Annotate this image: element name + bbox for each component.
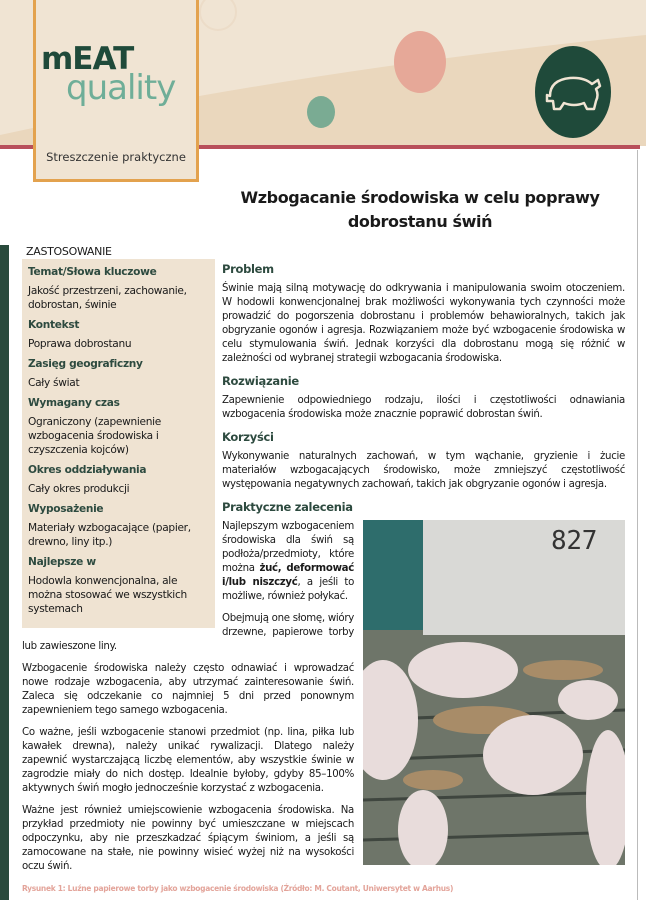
- section-text: Zapewnienie odpowiedniego rodzaju, ilości i częstotliwości odnawiania wzbogacenia środowiska może znacznie poprawić dobrostan świń.: [222, 395, 625, 420]
- content-flow: [22, 259, 625, 894]
- green-circle: [307, 96, 335, 128]
- page-border: [637, 150, 638, 900]
- sidebar-value: Materiały wzbogacające (papier, drewno, liny itp.): [28, 522, 191, 548]
- sidebar-label: Wymagany czas: [28, 397, 120, 409]
- emphasis: żuć, deformować i/lub niszczyć: [222, 563, 354, 588]
- title-line: Wzbogacanie środowiska w celu poprawy: [240, 188, 600, 207]
- title-line: dobrostanu świń: [347, 212, 493, 231]
- section-heading-benefits: Korzyści: [222, 430, 274, 444]
- left-accent-bar: [0, 245, 9, 900]
- application-sidebar: [22, 259, 215, 628]
- logo-meat: mEAT: [41, 41, 134, 77]
- section-heading-solution: Rozwiązanie: [222, 374, 299, 388]
- pigs-photo: [363, 520, 625, 865]
- paragraph: Wzbogacenie środowiska należy często odnawiać i wprowadzać nowe rodzaje wzbogacenia, aby utrzymać zainteresowanie świń. Zaleca się odczekanie co najmniej 5 dni przed ponownym zapewnieniem tego samego wzbogacenia.: [22, 663, 354, 716]
- sidebar-value: Poprawa dobrostanu: [28, 338, 132, 350]
- sidebar-label: Najlepsze w: [28, 556, 96, 568]
- sidebar-label: Kontekst: [28, 319, 80, 331]
- sidebar-label: Temat/Słowa kluczowe: [28, 266, 157, 278]
- sidebar-label: Okres oddziaływania: [28, 464, 147, 476]
- text: , a jeśli to możliwe, również połykać.: [222, 577, 354, 602]
- sidebar-label: Wyposażenie: [28, 503, 104, 515]
- section-text: Świnie mają silną motywację do odkrywania i manipulowania swoim otoczeniem. W hodowli konwencjonalnej brak możliwości wykonywania tych czynności może prowadzić do pogorszenia dobrostanu i problemów behawioralnych, takich jak obgryzanie ogonów i agresja. Rozwiązaniem może być wzbogacenie środowiska w celu stymulowania świń. Jednak korzyści dla dobrostanu mogą się różnić w zależności od wybranej strategii wzbogacania środowiska.: [222, 283, 625, 364]
- figure-caption: Rysunek 1: Luźne papierowe torby jako wzbogacenie środowiska (Źródło: M. Coutant, Uniwersytet w Aarhus): [22, 884, 454, 893]
- sidebar-value: Hodowla konwencjonalna, ale można stosować we wszystkich systemach: [28, 575, 187, 615]
- sidebar-value: Cały świat: [28, 377, 80, 389]
- logo-box: [33, 0, 199, 182]
- pig-badge: [535, 46, 611, 138]
- section-heading-recommendations: Praktyczne zalecenia: [222, 500, 353, 514]
- sidebar-label: Zasięg geograficzny: [28, 358, 143, 370]
- paragraph: Co ważne, jeśli wzbogacenie stanowi przedmiot (np. lina, piłka lub kawałek drewna), należy unikać rywalizacji. Dlatego należy zapewnić wystarczającą liczbę elementów, aby wszystkie świnie w zagrodzie miały do nich dostęp. Idealnie byłoby, gdyby 85–100% aktywnych świń mogło jednocześnie korzystać z wzbogacenia.: [22, 727, 354, 794]
- sidebar-value: Jakość przestrzeni, zachowanie, dobrostan, świnie: [28, 285, 187, 311]
- pink-circle: [394, 31, 446, 93]
- sidebar-value: Ograniczony (zapewnienie wzbogacenia środowiska i czyszczenia kojców): [28, 416, 162, 456]
- document-type: Streszczenie praktyczne: [46, 150, 186, 164]
- text: Najlepszym wzbogaceniem środowiska dla świń są podłoża/przedmioty, które można: [222, 521, 354, 574]
- section-text: Wykonywanie naturalnych zachowań, w tym wąchanie, gryzienie i żucie materiałów wzbogacających środowisko, może zmniejszyć częstotliwość występowania negatywnych zachowań, takich jak obgryzanie ogonów i agresja.: [222, 451, 625, 490]
- section-heading-problem: Problem: [222, 262, 274, 276]
- pen-number: 827: [551, 526, 598, 556]
- sidebar-heading: ZASTOSOWANIE: [26, 245, 112, 258]
- paragraph: Obejmują one słomę, wióry drzewne, papierowe torby lub zawieszone liny.: [22, 613, 354, 652]
- logo-quality: quality: [66, 68, 176, 108]
- paragraph: Ważne jest również umiejscowienie wzbogacenia środowiska. Na przykład przedmioty nie powinny być umieszczane w miejscach odpoczynku, aby nie przeszkadzać śpiącym świniom, a jeśli są zamocowane na stałe, nie powinny wisieć wyżej niż na wysokości oczu świń.: [22, 805, 354, 872]
- sidebar-value: Cały okres produkcji: [28, 483, 130, 495]
- page-title: [230, 186, 610, 234]
